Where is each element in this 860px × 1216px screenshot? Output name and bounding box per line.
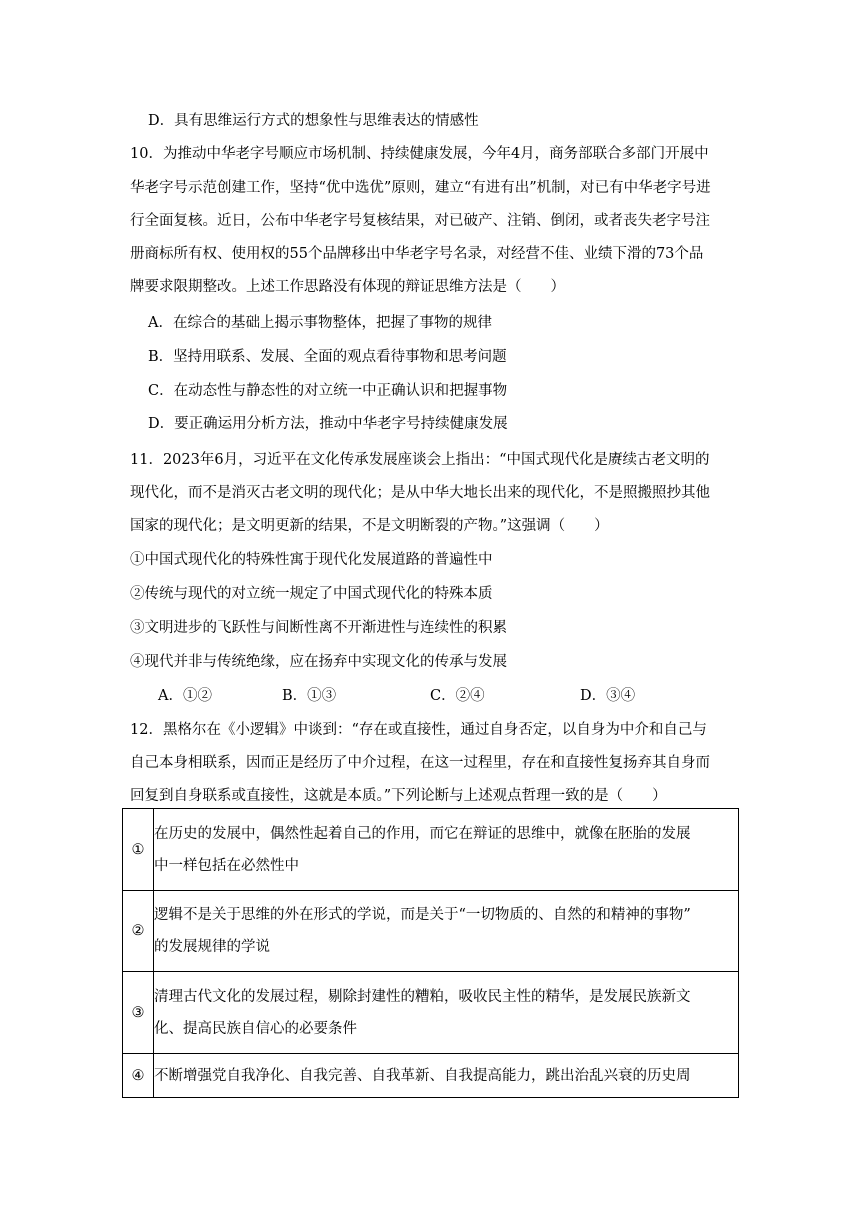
q11-choice-b: B．①③ <box>282 688 337 704</box>
row-text <box>154 891 739 972</box>
q10-stem-line: 10．为推动中华老字号顺应市场机制、持续健康发展，今年4月，商务部联合多部门开展中 <box>130 146 709 162</box>
row-number: ③ <box>123 972 154 1054</box>
row-number: ④ <box>123 1054 154 1098</box>
q11-statement-2: ②传统与现代的对立统一规定了中国式现代化的特殊本质 <box>130 586 493 602</box>
q10-option-b: B．坚持用联系、发展、全面的观点看待事物和思考问题 <box>148 349 507 365</box>
q11-statement-3: ③文明进步的飞跃性与间断性离不开渐进性与连续性的积累 <box>130 620 507 636</box>
q12-statement-table <box>122 808 739 1098</box>
table-row <box>123 809 739 891</box>
q12-stem-line: 12．黑格尔在《小逻辑》中谈到：“存在或直接性，通过自身否定，以自身为中介和自己与 <box>130 722 707 738</box>
q11-statement-1: ①中国式现代化的特殊性寓于现代化发展道路的普遍性中 <box>130 552 493 568</box>
row-text-line: 化、提高民族自信心的必要条件 <box>154 1020 357 1037</box>
row-text-line: 不断增强党自我净化、自我完善、自我革新、自我提高能力，跳出治乱兴衰的历史周 <box>154 1067 691 1084</box>
row-number: ① <box>123 809 154 891</box>
row-text <box>154 972 739 1054</box>
q10-option-c: C．在动态性与静态性的对立统一中正确认识和把握事物 <box>148 383 508 399</box>
table-row <box>123 891 739 972</box>
q11-stem-line: 国家的现代化；是文明更新的结果，不是文明断裂的产物。”这强调（ ） <box>130 518 609 534</box>
q11-choice-c: C．②④ <box>430 688 485 704</box>
q11-stem-line: 现代化，而不是消灭古老文明的现代化；是从中华大地长出来的现代化，不是照搬照抄其他 <box>130 485 710 501</box>
row-text-line: 的发展规律的学说 <box>154 939 270 955</box>
q11-choice-a: A．①② <box>158 688 212 704</box>
q10-stem-line: 行全面复核。近日，公布中华老字号复核结果，对已破产、注销、倒闭，或者丧失老字号注 <box>130 213 710 229</box>
q12-stem-line: 自己本身相联系，因而正是经历了中介过程，在这一过程里，存在和直接性复扬弃其自身而 <box>130 755 710 771</box>
row-number: ② <box>123 891 154 972</box>
q9-option-d: D．具有思维运行方式的想象性与思维表达的情感性 <box>148 113 479 129</box>
q11-stem-line: 11．2023年6月，习近平在文化传承发展座谈会上指出：“中国式现代化是赓续古老文明的 <box>130 452 710 468</box>
q10-stem-line: 册商标所有权、使用权的55个品牌移出中华老字号名录，对经营不佳、业绩下滑的73个品 <box>130 246 704 262</box>
table-row <box>123 972 739 1054</box>
q12-stem-line: 回复到自身联系或直接性，这就是本质。”下列论断与上述观点哲理一致的是（ ） <box>130 788 667 804</box>
row-text-line: 逻辑不是关于思维的外在形式的学说，而是关于“一切物质的、自然的和精神的事物” <box>154 907 691 923</box>
row-text <box>154 809 739 891</box>
table-row <box>123 1054 739 1098</box>
row-text-line: 在历史的发展中，偶然性起着自己的作用，而它在辩证的思维中，就像在胚胎的发展 <box>154 825 691 842</box>
q11-choice-d: D．③④ <box>580 688 636 704</box>
q10-option-d: D．要正确运用分析方法，推动中华老字号持续健康发展 <box>148 416 508 432</box>
row-text-line: 清理古代文化的发展过程，剔除封建性的糟粕，吸收民主性的精华，是发展民族新文 <box>154 988 691 1005</box>
row-text <box>154 1054 739 1098</box>
q10-option-a: A．在综合的基础上揭示事物整体，把握了事物的规律 <box>148 315 492 331</box>
q10-stem-line: 华老字号示范创建工作，坚持“优中选优”原则，建立“有进有出”机制，对已有中华老字号进 <box>130 180 711 196</box>
q11-statement-4: ④现代并非与传统绝缘，应在扬弃中实现文化的传承与发展 <box>130 654 507 670</box>
q10-stem-line: 牌要求限期整改。上述工作思路没有体现的辩证思维方法是（ ） <box>130 279 565 295</box>
row-text-line: 中一样包括在必然性中 <box>154 857 299 874</box>
